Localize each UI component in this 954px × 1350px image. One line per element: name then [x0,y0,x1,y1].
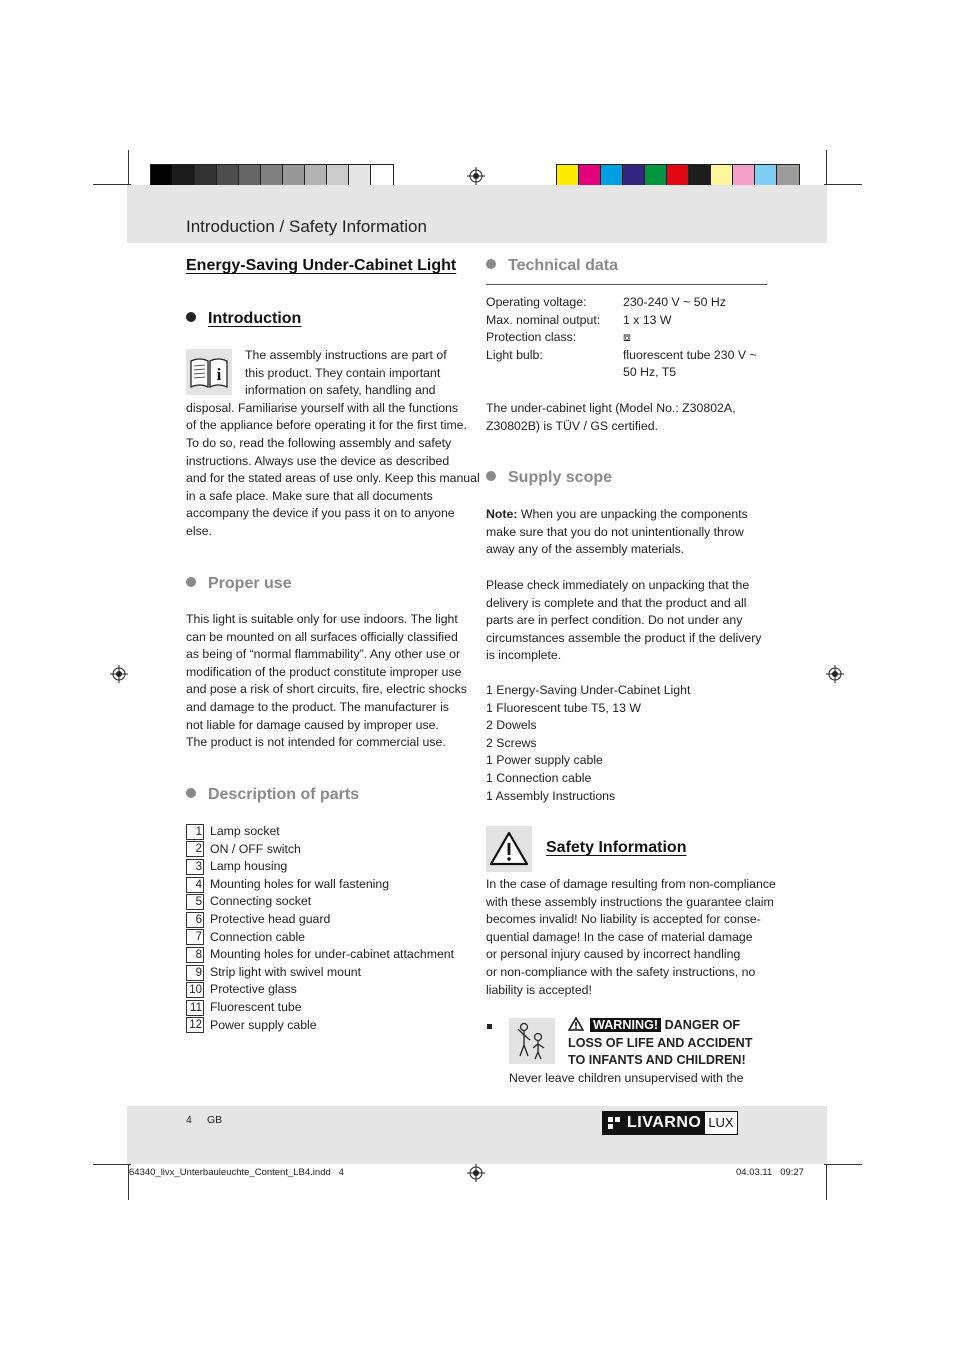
text-line: instructions. Always use the device as described [186,453,450,468]
list-item [186,964,361,982]
heading-text: Supply scope [508,469,613,486]
grey-swatch [305,165,327,187]
list-item [186,911,330,929]
tech-value: 50 Hz, T5 [623,365,677,380]
part-number: 12 [186,1017,204,1033]
language-code: GB [207,1114,223,1126]
text-line: not liable for damage caused by improper use. [186,717,439,732]
brand-name: LIVARNO [625,1112,705,1134]
warning-triangle-icon [486,826,532,872]
part-number: 4 [186,877,204,893]
grey-swatch [239,165,261,187]
grey-swatch [261,165,283,187]
grey-swatch [349,165,371,187]
list-item [186,858,287,876]
grey-swatch [151,165,173,187]
tech-value: 230-240 V ~ 50 Hz [623,295,726,309]
color-swatch [711,165,733,187]
text-line: quential damage! In the case of material damage [486,929,753,944]
crop-mark [128,150,129,188]
text-line: In the case of damage resulting from non-compliance [486,877,776,891]
part-number: 5 [186,894,204,910]
text-line: The product is not intended for commercial use. [186,735,446,750]
brand-mark-icon [603,1112,625,1134]
color-swatch [601,165,623,187]
list-item [186,999,302,1017]
text-line: 2 Screws [486,735,537,750]
section-heading-introduction [186,310,301,328]
registration-mark-icon [110,665,128,683]
crop-mark [93,184,131,185]
part-number: 10 [186,982,204,998]
text-line: This light is suitable only for use indoors. The light [186,612,458,626]
part-number: 9 [186,965,204,981]
text-line: Z30802B) is TÜV / GS certified. [486,418,658,433]
text-line: 1 Power supply cable [486,753,603,768]
text-line: make sure that you do not unintentionally throw [486,524,744,539]
list-item [186,929,305,947]
registration-mark-icon [826,665,844,683]
text-line: 1 Energy-Saving Under-Cabinet Light [486,683,691,697]
text-line: disposal. Familiarise yourself with all the functions [186,400,459,415]
bullet-icon [486,471,496,481]
list-item [186,841,301,859]
part-number: 11 [186,1000,204,1016]
text-line: as being of “normal flammability”. Any other use or [186,647,461,662]
crop-mark [826,1162,827,1200]
safety-heading: Safety Information [546,839,687,856]
text-line: or non-compliance with the safety instructions, no [486,965,756,979]
grey-swatch [217,165,239,187]
text-line: The assembly instructions are part of [245,348,447,362]
warning-line-3: TO INFANTS AND CHILDREN! [568,1053,746,1067]
text-line: this product. They contain important [245,365,441,380]
heading-text: Description of parts [208,786,360,803]
part-label: Protective glass [210,982,297,997]
color-swatch [733,165,755,187]
part-label: Power supply cable [210,1017,317,1032]
text-line: accompany the device if you pass it on to anyone [186,506,455,521]
warning-line-2: LOSS OF LIFE AND ACCIDENT [568,1036,753,1050]
text-line: parts are in perfect condition. Do not under any [486,613,743,628]
tech-value: fluorescent tube 230 V ~ [623,347,757,362]
text-line: 1 Fluorescent tube T5, 13 W [486,700,641,715]
color-swatch [557,165,579,187]
part-number: 3 [186,859,204,875]
text-line: and for the stated areas of use only. Keep this manual [186,471,480,486]
children-line: Never leave children unsupervised with the [509,1071,744,1085]
warning-line-1 [568,1017,740,1037]
crop-mark [93,1164,131,1165]
part-number: 7 [186,929,204,945]
part-label: Connecting socket [210,894,312,909]
list-item [186,1017,317,1035]
registration-mark-icon [467,167,485,185]
crop-mark [824,184,862,185]
text-line: is incomplete. [486,648,562,663]
text-line: in a safe place. Make sure that all documents [186,488,433,503]
text-line: with these assembly instructions the guarantee claim [486,894,774,909]
tech-value: ⧈ [623,330,631,345]
crop-mark [826,150,827,188]
file-slug: 64340_livx_Unterbauleuchte_Content_LB4.indd 4 [129,1167,344,1178]
warning-text: DANGER OF [664,1018,741,1032]
part-label: ON / OFF switch [210,841,301,856]
color-swatch [645,165,667,187]
text-line: circumstances assemble the product if the delivery [486,630,762,645]
part-number: 2 [186,841,204,857]
tech-label: Protection class: [486,330,577,345]
text-line: information on safety, handling and [245,383,436,398]
section-heading-proper-use [186,575,292,593]
text-line: modification of the product constitute improper use [186,664,462,679]
page-number: 4 [186,1114,192,1126]
heading-text: Introduction [208,310,302,327]
section-heading-technical-data [486,257,618,275]
text-line: 1 Connection cable [486,771,592,785]
text-line: The under-cabinet light (Model No.: Z30802A, [486,401,736,415]
part-label: Connection cable [210,929,306,944]
color-swatch [777,165,799,187]
color-swatch [755,165,777,187]
text-line: Please check immediately on unpacking that the [486,578,750,592]
list-item [186,823,280,841]
part-label: Protective head guard [210,912,331,926]
part-number: 8 [186,947,204,963]
bullet-icon [186,312,196,322]
part-label: Lamp socket [210,824,280,838]
list-bullet-icon [487,1024,492,1029]
warning-badge: WARNING! [590,1018,661,1032]
text-line: liability is accepted! [486,982,592,997]
tech-label: Max. nominal output: [486,312,601,327]
color-swatch [667,165,689,187]
brand-logo [602,1111,738,1135]
info-manual-icon [186,349,232,395]
part-label: Mounting holes for under-cabinet attachment [210,947,455,962]
part-label: Lamp housing [210,859,288,874]
product-title: Energy-Saving Under-Cabinet Light [186,257,457,274]
svg-text:i: i [216,365,222,384]
list-item [186,946,454,964]
text-line: else. [186,524,212,538]
part-number: 1 [186,824,204,840]
registration-mark-icon [467,1164,485,1182]
bullet-icon [486,259,496,269]
bullet-icon [186,577,196,587]
divider [486,284,767,285]
color-swatch [689,165,711,187]
text-line: or personal injury caused by incorrect handling [486,947,741,962]
brand-suffix: LUX [708,1115,734,1130]
child-warning-icon [509,1018,555,1064]
tech-label: Light bulb: [486,347,543,362]
note-label: Note: [486,507,518,521]
list-item [186,893,311,911]
text-line: When you are unpacking the components [517,507,748,521]
part-label: Strip light with swivel mount [210,964,362,979]
text-line: becomes invalid! No liability is accepted for conse- [486,912,761,927]
tech-label: Operating voltage: [486,295,587,309]
heading-text: Proper use [208,575,292,592]
text-line: can be mounted on all surfaces officially classified [186,629,458,644]
list-item [186,981,297,999]
grey-swatch [283,165,305,187]
heading-text: Technical data [508,257,618,274]
part-number: 6 [186,912,204,928]
tech-value: 1 x 13 W [623,312,672,327]
note-line [486,506,748,524]
color-swatch [623,165,645,187]
section-heading-description-of-parts [186,786,359,804]
grey-swatch [327,165,349,187]
color-swatch [579,165,601,187]
text-line: and damage to the product. The manufacturer is [186,700,449,714]
grey-swatch [173,165,195,187]
text-line: and pose a risk of short circuits, fire, electric shocks [186,682,467,697]
part-label: Mounting holes for wall fastening [210,876,390,891]
text-line: of the appliance before operating it for the first time. [186,418,467,433]
bullet-icon [186,788,196,798]
list-item [186,876,389,894]
text-line: away any of the assembly materials. [486,542,685,557]
warning-small-triangle-icon [568,1017,584,1037]
text-line: To do so, read the following assembly and safety [186,436,452,450]
crop-mark [824,1164,862,1165]
text-line: 2 Dowels [486,718,537,733]
grey-swatch [371,165,393,187]
part-label: Fluorescent tube [210,1000,302,1014]
date-slug: 04.03.11 09:27 [736,1167,804,1178]
page-title: Introduction / Safety Information [186,217,427,236]
grey-swatch [195,165,217,187]
section-heading-supply-scope [486,469,612,487]
text-line: delivery is complete and that the product and all [486,595,747,610]
text-line: 1 Assembly Instructions [486,788,616,803]
